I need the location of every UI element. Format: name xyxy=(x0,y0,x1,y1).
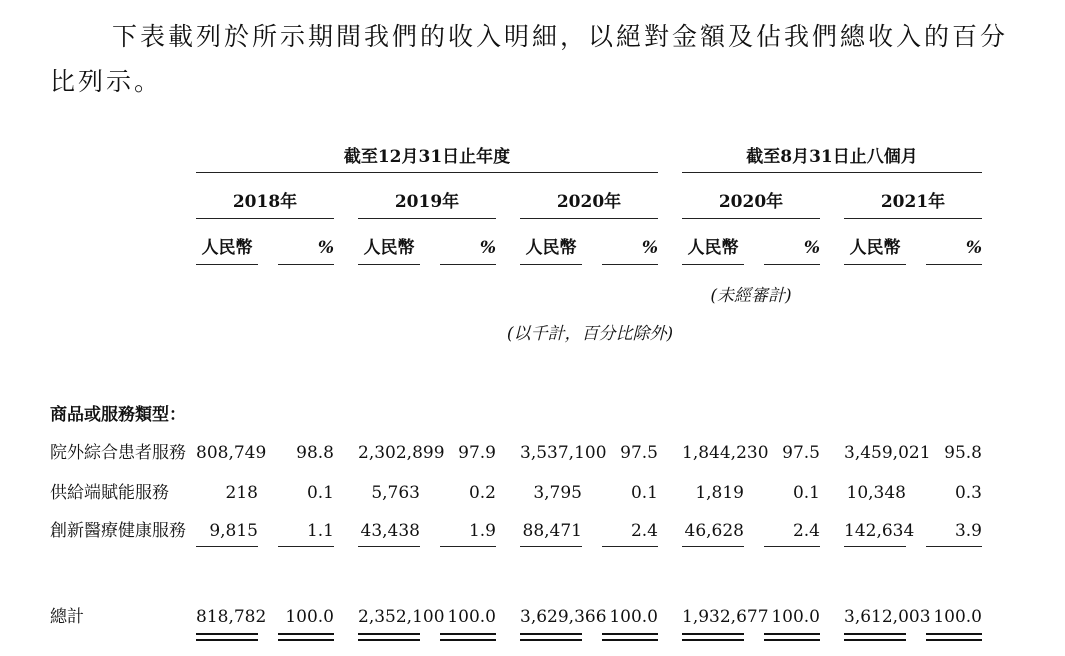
subtotal-rule xyxy=(602,546,658,547)
currency-header: 人民幣 xyxy=(525,238,577,258)
year-header: 2020年 xyxy=(556,192,622,212)
percent-cell: 100.0 xyxy=(933,607,982,627)
percent-cell: 97.5 xyxy=(782,443,820,463)
percent-header-rule xyxy=(602,264,658,265)
percent-cell: 3.9 xyxy=(954,521,982,541)
double-underline-bottom xyxy=(358,639,420,641)
percent-cell: 98.8 xyxy=(296,443,334,463)
percent-cell: 97.9 xyxy=(458,443,496,463)
amount-cell: 1,844,230 xyxy=(682,443,769,463)
amount-cell: 9,815 xyxy=(209,521,258,541)
year-header-rule xyxy=(196,218,334,219)
subtotal-rule xyxy=(764,546,820,547)
amount-cell: 3,459,021 xyxy=(844,443,931,463)
amount-cell: 808,749 xyxy=(196,443,267,463)
double-underline-bottom xyxy=(926,639,982,641)
subtotal-rule xyxy=(358,546,420,547)
year-header: 2020年 xyxy=(718,192,784,212)
double-underline-top xyxy=(196,633,258,635)
percent-cell: 100.0 xyxy=(771,607,820,627)
double-underline-top xyxy=(358,633,420,635)
period-header-annual: 截至12月31日止年度 xyxy=(343,147,511,167)
intro-paragraph: 下表載列於所示期間我們的收入明細，以絕對金額及佔我們總收入的百分比列示。 xyxy=(50,22,1009,96)
currency-header-rule xyxy=(844,264,906,265)
row-label: 供給端賦能服務 xyxy=(50,483,169,503)
double-underline-top xyxy=(844,633,906,635)
subtotal-rule xyxy=(520,546,582,547)
percent-header: % xyxy=(641,238,658,258)
double-underline-top xyxy=(520,633,582,635)
currency-header-rule xyxy=(196,264,258,265)
percent-header-rule xyxy=(440,264,496,265)
double-underline-bottom xyxy=(520,639,582,641)
year-header-rule xyxy=(358,218,496,219)
percent-cell: 0.1 xyxy=(630,483,658,503)
double-underline-bottom xyxy=(602,639,658,641)
amount-cell: 2,352,100 xyxy=(358,607,445,627)
subtotal-rule xyxy=(926,546,982,547)
percent-cell: 100.0 xyxy=(609,607,658,627)
percent-cell: 0.3 xyxy=(954,483,982,503)
year-header-rule xyxy=(844,218,982,219)
percent-header-rule xyxy=(926,264,982,265)
percent-header: % xyxy=(317,238,334,258)
amount-cell: 218 xyxy=(225,483,258,503)
percent-cell: 0.1 xyxy=(306,483,334,503)
percent-header-rule xyxy=(764,264,820,265)
amount-cell: 142,634 xyxy=(844,521,915,541)
year-header-rule xyxy=(682,218,820,219)
percent-header-rule xyxy=(278,264,334,265)
amount-cell: 43,438 xyxy=(360,521,420,541)
subtotal-rule xyxy=(682,546,744,547)
currency-header: 人民幣 xyxy=(687,238,739,258)
double-underline-bottom xyxy=(440,639,496,641)
double-underline-top xyxy=(682,633,744,635)
currency-header-rule xyxy=(358,264,420,265)
period-header-eight-months: 截至8月31日止八個月 xyxy=(746,147,918,167)
currency-header: 人民幣 xyxy=(363,238,415,258)
amount-cell: 2,302,899 xyxy=(358,443,445,463)
percent-cell: 97.5 xyxy=(620,443,658,463)
double-underline-bottom xyxy=(278,639,334,641)
row-label: 院外綜合患者服務 xyxy=(50,443,186,463)
double-underline-top xyxy=(926,633,982,635)
section-title: 商品或服務類型： xyxy=(50,405,186,425)
double-underline-top xyxy=(602,633,658,635)
amount-cell: 5,763 xyxy=(371,483,420,503)
unit-note: (以千計，百分比除外) xyxy=(506,324,674,344)
percent-cell: 2.4 xyxy=(792,521,820,541)
amount-cell: 1,819 xyxy=(695,483,744,503)
percent-cell: 100.0 xyxy=(285,607,334,627)
currency-header: 人民幣 xyxy=(849,238,901,258)
double-underline-top xyxy=(440,633,496,635)
subtotal-rule xyxy=(278,546,334,547)
amount-cell: 3,795 xyxy=(533,483,582,503)
amount-cell: 3,537,100 xyxy=(520,443,607,463)
subtotal-rule xyxy=(844,546,906,547)
amount-cell: 3,612,003 xyxy=(844,607,931,627)
year-header: 2021年 xyxy=(880,192,946,212)
percent-cell: 2.4 xyxy=(630,521,658,541)
period-header-eight-months-rule xyxy=(682,172,982,173)
percent-header: % xyxy=(479,238,496,258)
row-label: 創新醫療健康服務 xyxy=(50,521,186,541)
percent-cell: 0.1 xyxy=(792,483,820,503)
percent-header: % xyxy=(965,238,982,258)
double-underline-bottom xyxy=(764,639,820,641)
double-underline-bottom xyxy=(196,639,258,641)
amount-cell: 818,782 xyxy=(196,607,267,627)
currency-header-rule xyxy=(682,264,744,265)
double-underline-bottom xyxy=(844,639,906,641)
double-underline-top xyxy=(764,633,820,635)
year-header-rule xyxy=(520,218,658,219)
amount-cell: 46,628 xyxy=(684,521,744,541)
amount-cell: 88,471 xyxy=(522,521,582,541)
percent-cell: 100.0 xyxy=(447,607,496,627)
year-header: 2018年 xyxy=(232,192,298,212)
currency-header-rule xyxy=(520,264,582,265)
percent-header: % xyxy=(803,238,820,258)
year-header: 2019年 xyxy=(394,192,460,212)
currency-header: 人民幣 xyxy=(201,238,253,258)
unaudited-note: (未經審計) xyxy=(710,286,792,306)
percent-cell: 1.1 xyxy=(306,521,334,541)
double-underline-top xyxy=(278,633,334,635)
percent-cell: 95.8 xyxy=(944,443,982,463)
subtotal-rule xyxy=(440,546,496,547)
amount-cell: 10,348 xyxy=(846,483,906,503)
percent-cell: 1.9 xyxy=(468,521,496,541)
percent-cell: 0.2 xyxy=(468,483,496,503)
double-underline-bottom xyxy=(682,639,744,641)
total-label: 總計 xyxy=(50,607,84,627)
subtotal-rule xyxy=(196,546,258,547)
period-header-annual-rule xyxy=(196,172,658,173)
amount-cell: 1,932,677 xyxy=(682,607,769,627)
amount-cell: 3,629,366 xyxy=(520,607,607,627)
